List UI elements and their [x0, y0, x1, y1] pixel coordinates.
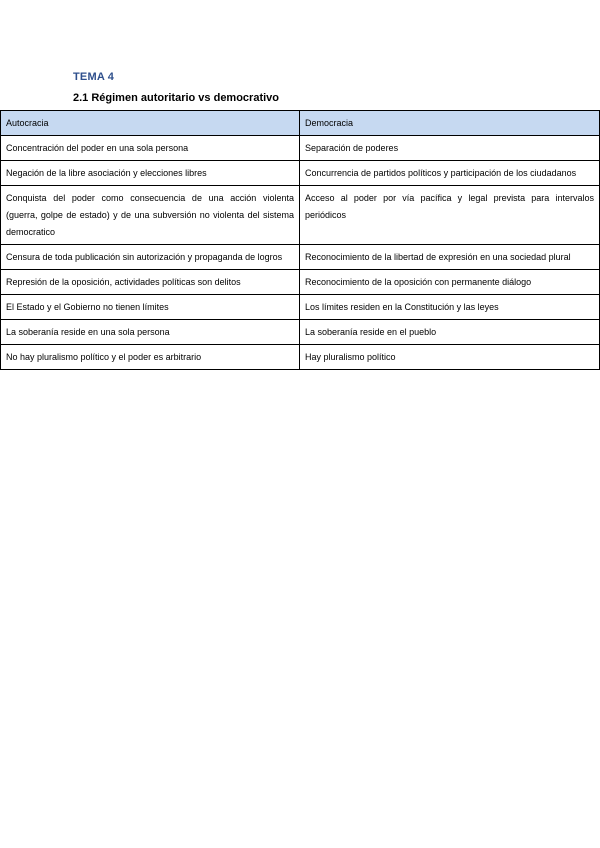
table-cell-democracia: Acceso al poder por vía pacífica y legal prevista para intervalos periódicos	[300, 186, 600, 245]
table-cell-autocracia: Concentración del poder en una sola persona	[1, 136, 300, 161]
header-autocracia: Autocracia	[1, 111, 300, 136]
table-row	[1, 186, 600, 245]
table-cell-democracia: Reconocimiento de la libertad de expresión en una sociedad plural	[300, 245, 600, 270]
table-row	[1, 320, 600, 345]
header-democracia: Democracia	[300, 111, 600, 136]
table-row	[1, 245, 600, 270]
comparison-table	[0, 110, 600, 370]
table-cell-democracia: Concurrencia de partidos políticos y participación de los ciudadanos	[300, 161, 600, 186]
table-cell-autocracia: Censura de toda publicación sin autorización y propaganda de logros	[1, 245, 300, 270]
table-row	[1, 345, 600, 370]
table-cell-autocracia: Conquista del poder como consecuencia de una acción violenta (guerra, golpe de estado) y de una subversión no violenta del sistema democratico	[1, 186, 300, 245]
table-cell-autocracia: Represión de la oposición, actividades políticas son delitos	[1, 270, 300, 295]
table-row	[1, 136, 600, 161]
table-row	[1, 270, 600, 295]
table-cell-democracia: Reconocimiento de la oposición con permanente diálogo	[300, 270, 600, 295]
table-header-row	[1, 111, 600, 136]
section-title: 2.1 Régimen autoritario vs democrativo	[73, 92, 280, 104]
table-row	[1, 295, 600, 320]
table-cell-autocracia: Negación de la libre asociación y elecciones libres	[1, 161, 300, 186]
table-cell-democracia: La soberanía reside en el pueblo	[300, 320, 600, 345]
table-cell-autocracia: El Estado y el Gobierno no tienen límites	[1, 295, 300, 320]
table-cell-democracia: Separación de poderes	[300, 136, 600, 161]
table-cell-democracia: Hay pluralismo político	[300, 345, 600, 370]
table-cell-democracia: Los límites residen en la Constitución y las leyes	[300, 295, 600, 320]
table-cell-autocracia: La soberanía reside en una sola persona	[1, 320, 300, 345]
section-number: TEMA 4	[73, 71, 115, 83]
table-row	[1, 161, 600, 186]
table-cell-autocracia: No hay pluralismo político y el poder es arbitrario	[1, 345, 300, 370]
